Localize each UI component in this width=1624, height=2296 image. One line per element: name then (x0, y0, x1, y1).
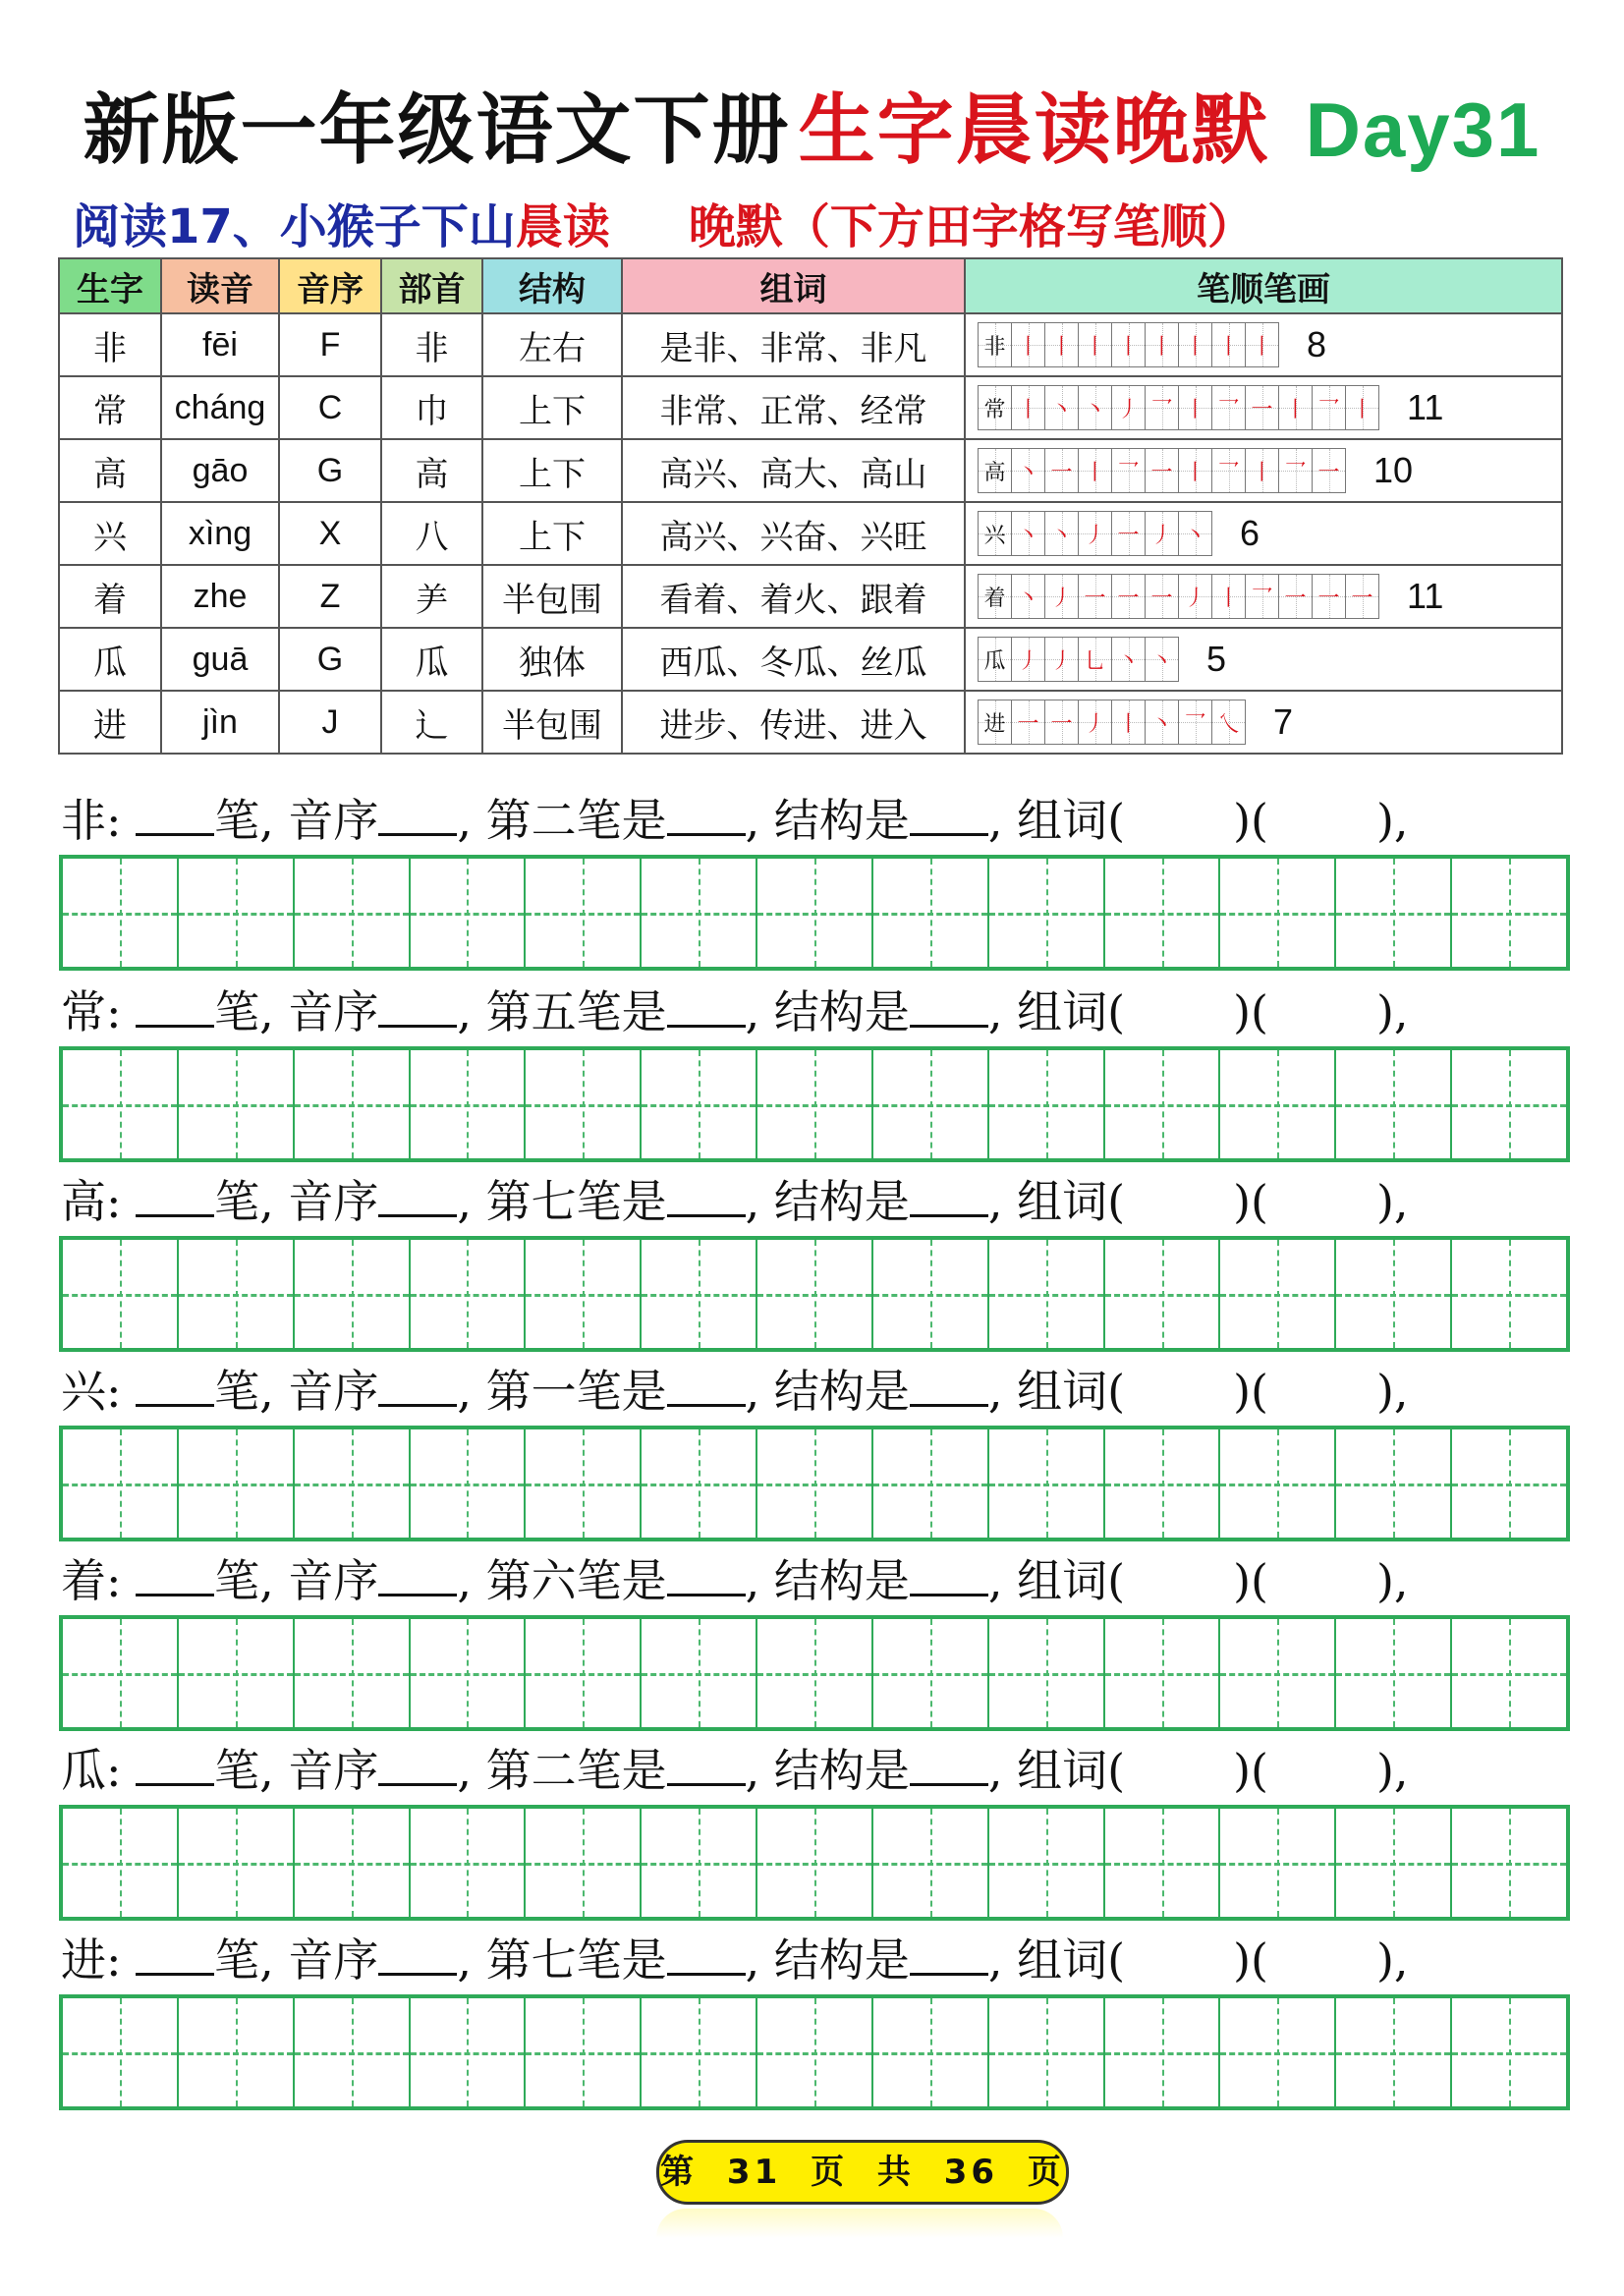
tianzige-cell[interactable] (1105, 1998, 1221, 2106)
stroke-cell-full-char: 进 (978, 700, 1011, 745)
tianzige-cell[interactable] (873, 1429, 989, 1538)
stroke-count: 11 (1407, 387, 1444, 427)
prompt-char: 非 (61, 794, 106, 847)
header-initial: 音序 (279, 258, 381, 313)
dictation-section (61, 786, 1624, 971)
cell-initial: G (279, 439, 381, 502)
cell-pinyin: zhe (161, 565, 279, 628)
table-row (59, 691, 1562, 754)
stroke-cell: 一 (1312, 448, 1346, 493)
cell-pinyin: gāo (161, 439, 279, 502)
dictation-prompt: 着: 笔, 音序 , 第六笔是 , 结构是 , 组词( )( ), (61, 1546, 1624, 1615)
tianzige-cell[interactable] (295, 1809, 411, 1917)
tianzige-cell[interactable] (1452, 1240, 1566, 1348)
tianzige-cell[interactable] (63, 1998, 179, 2106)
initial-blank[interactable] (378, 1738, 457, 1786)
stroke-cell: 丶 (1078, 385, 1111, 430)
page-number-badge: 第 31 页 共 36 页 (656, 2140, 1069, 2205)
stroke-cell: 乛 (1211, 385, 1245, 430)
stroke-cell: 丿 (1145, 511, 1178, 556)
stroke-count: 5 (1206, 639, 1227, 679)
stroke-cell: 一 (1044, 448, 1078, 493)
tianzige-grid (59, 1426, 1570, 1541)
initial-blank[interactable] (378, 1359, 457, 1407)
tianzige-cell[interactable] (1220, 1050, 1336, 1158)
tianzige-cell[interactable] (1220, 1240, 1336, 1348)
tianzige-cell[interactable] (1336, 859, 1452, 967)
initial-blank[interactable] (378, 980, 457, 1028)
tianzige-cell[interactable] (1452, 859, 1566, 967)
cell-words: 非常、正常、经常 (622, 376, 965, 439)
stroke-cell: 丶 (1145, 700, 1178, 745)
cell-words: 看着、着火、跟着 (622, 565, 965, 628)
tianzige-cell[interactable] (642, 1050, 757, 1158)
tianzige-cell[interactable] (1336, 1240, 1452, 1348)
structure-blank[interactable] (910, 1928, 988, 1976)
stroke-cell: 乛 (1211, 448, 1245, 493)
stroke-cell: 丨 (1345, 385, 1379, 430)
cell-initial: G (279, 628, 381, 691)
stroke-cell: 一 (1078, 574, 1111, 619)
cell-radical: 巾 (381, 376, 482, 439)
title-black: 新版一年级语文下册 (83, 86, 791, 175)
stroke-cell: 丨 (1178, 385, 1211, 430)
initial-blank[interactable] (378, 1928, 457, 1976)
tianzige-cell[interactable] (1336, 1429, 1452, 1538)
structure-blank[interactable] (910, 1359, 988, 1407)
stroke-cell: 乛 (1245, 574, 1278, 619)
character-table (58, 257, 1563, 755)
title-red: 生字晨读晚默 (798, 86, 1270, 175)
header-char: 生字 (59, 258, 161, 313)
stroke-cell: 丿 (1044, 637, 1078, 682)
dictation-prompt: 常: 笔, 音序 , 第五笔是 , 结构是 , 组词( )( ), (61, 978, 1624, 1046)
tianzige-cell[interactable] (295, 1429, 411, 1538)
stroke-count: 6 (1240, 513, 1260, 553)
cell-initial: J (279, 691, 381, 754)
dictation-section (61, 978, 1624, 1162)
tianzige-cell[interactable] (642, 1240, 757, 1348)
stroke-cell: 乛 (1178, 700, 1211, 745)
tianzige-cell[interactable] (1452, 1050, 1566, 1158)
tianzige-grid (59, 1236, 1570, 1352)
table-header-row (59, 258, 1562, 313)
stroke-cell: 一 (1111, 511, 1145, 556)
tianzige-cell[interactable] (989, 1240, 1105, 1348)
stroke-count-blank[interactable] (136, 980, 214, 1028)
stroke-count-blank[interactable] (136, 1548, 214, 1596)
stroke-cell: 丶 (1011, 574, 1044, 619)
stroke-count: 8 (1307, 324, 1327, 364)
tianzige-cell[interactable] (179, 1050, 295, 1158)
tianzige-cell[interactable] (526, 1998, 642, 2106)
tianzige-grid (59, 1994, 1570, 2110)
cell-char: 高 (59, 439, 161, 502)
stroke-cell: 一 (1345, 574, 1379, 619)
evening-dictation-label: 晚默（下方田字格写笔顺） (688, 199, 1255, 254)
tianzige-cell[interactable] (526, 1050, 642, 1158)
structure-blank[interactable] (910, 980, 988, 1028)
stroke-cell: 丶 (1044, 385, 1078, 430)
stroke-cell: 一 (1278, 574, 1312, 619)
cell-pinyin: fēi (161, 313, 279, 376)
nth-stroke-blank[interactable] (667, 980, 746, 1028)
cell-char: 瓜 (59, 628, 161, 691)
stroke-cell: 一 (1312, 574, 1345, 619)
stroke-cell: 丨 (1145, 322, 1178, 367)
cell-structure: 上下 (482, 502, 622, 565)
tianzige-cell[interactable] (1336, 1619, 1452, 1727)
cell-structure: 上下 (482, 376, 622, 439)
tianzige-cell[interactable] (1220, 1619, 1336, 1727)
cell-radical: 八 (381, 502, 482, 565)
stroke-cell: 一 (1245, 385, 1278, 430)
nth-stroke-blank[interactable] (667, 1169, 746, 1217)
tianzige-cell[interactable] (1220, 1429, 1336, 1538)
cell-stroke-order (965, 565, 1562, 628)
cell-pinyin: xìng (161, 502, 279, 565)
cell-char: 非 (59, 313, 161, 376)
header-words: 组词 (622, 258, 965, 313)
stroke-cell: 丶 (1044, 511, 1078, 556)
structure-blank[interactable] (910, 1548, 988, 1596)
tianzige-cell[interactable] (642, 1619, 757, 1727)
stroke-count: 10 (1373, 450, 1414, 490)
table-row (59, 376, 1562, 439)
stroke-cell: 丨 (1211, 322, 1245, 367)
stroke-cell: 丨 (1178, 322, 1211, 367)
tianzige-cell[interactable] (526, 1240, 642, 1348)
dictation-section (61, 1926, 1624, 2110)
tianzige-cell[interactable] (63, 1050, 179, 1158)
nth-stroke-blank[interactable] (667, 1548, 746, 1596)
tianzige-cell[interactable] (757, 1809, 873, 1917)
tianzige-cell[interactable] (1220, 1998, 1336, 2106)
tianzige-cell[interactable] (526, 859, 642, 967)
cell-words: 西瓜、冬瓜、丝瓜 (622, 628, 965, 691)
table-row (59, 313, 1562, 376)
stroke-cell: 丿 (1178, 574, 1211, 619)
page-title (0, 69, 1624, 179)
tianzige-cell[interactable] (411, 1050, 527, 1158)
morning-read-label: 晨读 (515, 199, 610, 254)
tianzige-cell[interactable] (1105, 1809, 1221, 1917)
nth-stroke-blank[interactable] (667, 1359, 746, 1407)
stroke-cell: 丨 (1011, 385, 1044, 430)
tianzige-cell[interactable] (989, 1050, 1105, 1158)
tianzige-cell[interactable] (873, 1240, 989, 1348)
cell-initial: C (279, 376, 381, 439)
tianzige-cell[interactable] (642, 1809, 757, 1917)
stroke-cell: 丨 (1111, 322, 1145, 367)
cell-stroke-order (965, 628, 1562, 691)
cell-words: 高兴、兴奋、兴旺 (622, 502, 965, 565)
tianzige-cell[interactable] (989, 1429, 1105, 1538)
prompt-char: 瓜 (61, 1744, 106, 1797)
stroke-cell: 丨 (1245, 322, 1279, 367)
header-structure: 结构 (482, 258, 622, 313)
cell-words: 进步、传进、进入 (622, 691, 965, 754)
cell-pinyin: cháng (161, 376, 279, 439)
cell-stroke-order (965, 502, 1562, 565)
stroke-cell-full-char: 非 (978, 322, 1011, 367)
stroke-cell: 一 (1145, 448, 1178, 493)
title-day: Day31 (1305, 86, 1541, 173)
cell-pinyin: guā (161, 628, 279, 691)
tianzige-cell[interactable] (63, 859, 179, 967)
stroke-cell: 丿 (1078, 700, 1111, 745)
structure-blank[interactable] (910, 1169, 988, 1217)
tianzige-cell[interactable] (757, 1429, 873, 1538)
tianzige-grid (59, 855, 1570, 971)
stroke-count-blank[interactable] (136, 788, 214, 836)
tianzige-cell[interactable] (295, 859, 411, 967)
header-pinyin: 读音 (161, 258, 279, 313)
prompt-char: 高 (61, 1175, 106, 1228)
tianzige-cell[interactable] (179, 1429, 295, 1538)
cell-stroke-order (965, 691, 1562, 754)
prompt-char: 兴 (61, 1365, 106, 1418)
cell-pinyin: jìn (161, 691, 279, 754)
tianzige-cell[interactable] (295, 1998, 411, 2106)
stroke-cell: 一 (1111, 574, 1145, 619)
cell-stroke-order (965, 439, 1562, 502)
lesson-subtitle (73, 189, 1255, 256)
cell-structure: 左右 (482, 313, 622, 376)
tianzige-cell[interactable] (179, 1998, 295, 2106)
dictation-prompt: 高: 笔, 音序 , 第七笔是 , 结构是 , 组词( )( ), (61, 1167, 1624, 1236)
tianzige-cell[interactable] (295, 1240, 411, 1348)
stroke-count: 11 (1407, 576, 1444, 616)
cell-radical: 辶 (381, 691, 482, 754)
stroke-cell-full-char: 着 (978, 574, 1011, 619)
tianzige-cell[interactable] (642, 1429, 757, 1538)
tianzige-cell[interactable] (873, 1998, 989, 2106)
tianzige-grid (59, 1615, 1570, 1731)
cell-words: 高兴、高大、高山 (622, 439, 965, 502)
tianzige-cell[interactable] (757, 1619, 873, 1727)
tianzige-cell[interactable] (63, 1809, 179, 1917)
tianzige-cell[interactable] (1220, 859, 1336, 967)
structure-blank[interactable] (910, 788, 988, 836)
stroke-cell: 乛 (1145, 385, 1178, 430)
tianzige-cell[interactable] (295, 1619, 411, 1727)
tianzige-cell[interactable] (873, 1809, 989, 1917)
stroke-cell: 乀 (1211, 700, 1246, 745)
stroke-cell: 丶 (1011, 511, 1044, 556)
tianzige-cell[interactable] (1336, 1998, 1452, 2106)
cell-initial: F (279, 313, 381, 376)
tianzige-cell[interactable] (179, 1619, 295, 1727)
tianzige-cell[interactable] (411, 1619, 527, 1727)
stroke-cell: 丨 (1245, 448, 1278, 493)
stroke-cell: 乛 (1278, 448, 1312, 493)
cell-words: 是非、非常、非凡 (622, 313, 965, 376)
tianzige-cell[interactable] (1452, 1998, 1566, 2106)
dictation-section (61, 1736, 1624, 1921)
stroke-cell: 丶 (1178, 511, 1212, 556)
tianzige-cell[interactable] (411, 1809, 527, 1917)
stroke-cell-full-char: 瓜 (978, 637, 1011, 682)
dictation-prompt: 非: 笔, 音序 , 第二笔是 , 结构是 , 组词( )( ), (61, 786, 1624, 855)
nth-stroke-blank[interactable] (667, 788, 746, 836)
stroke-cell: 丿 (1111, 385, 1145, 430)
dictation-section (61, 1546, 1624, 1731)
lesson-name: 阅读17、小猴子下山 (73, 199, 516, 254)
initial-blank[interactable] (378, 788, 457, 836)
dictation-prompt: 兴: 笔, 音序 , 第一笔是 , 结构是 , 组词( )( ), (61, 1357, 1624, 1426)
stroke-cell: 丨 (1011, 322, 1044, 367)
cell-stroke-order (965, 313, 1562, 376)
tianzige-cell[interactable] (1220, 1809, 1336, 1917)
stroke-cell: 丨 (1078, 322, 1111, 367)
stroke-cell: 丶 (1111, 637, 1145, 682)
stroke-cell: 丶 (1145, 637, 1179, 682)
cell-radical: 非 (381, 313, 482, 376)
stroke-count: 7 (1273, 701, 1294, 742)
tianzige-cell[interactable] (179, 859, 295, 967)
dictation-prompt: 进: 笔, 音序 , 第七笔是 , 结构是 , 组词( )( ), (61, 1926, 1624, 1994)
prompt-char: 进 (61, 1933, 106, 1987)
tianzige-cell[interactable] (989, 1809, 1105, 1917)
stroke-cell: 一 (1011, 700, 1044, 745)
tianzige-cell[interactable] (757, 1240, 873, 1348)
stroke-count-blank[interactable] (136, 1928, 214, 1976)
page-badge-reflection (656, 2209, 1063, 2238)
header-strokes: 笔顺笔画 (965, 258, 1562, 313)
dictation-section (61, 1167, 1624, 1352)
stroke-cell: 丨 (1278, 385, 1312, 430)
tianzige-cell[interactable] (526, 1619, 642, 1727)
tianzige-cell[interactable] (63, 1619, 179, 1727)
cell-stroke-order (965, 376, 1562, 439)
stroke-cell: 丨 (1211, 574, 1245, 619)
stroke-cell: 丶 (1011, 448, 1044, 493)
tianzige-cell[interactable] (873, 859, 989, 967)
tianzige-cell[interactable] (1452, 1429, 1566, 1538)
tianzige-cell[interactable] (526, 1429, 642, 1538)
cell-char: 着 (59, 565, 161, 628)
cell-char: 常 (59, 376, 161, 439)
tianzige-cell[interactable] (1452, 1809, 1566, 1917)
stroke-cell: 丨 (1178, 448, 1211, 493)
tianzige-cell[interactable] (642, 859, 757, 967)
stroke-cell: 丿 (1044, 574, 1078, 619)
tianzige-cell[interactable] (295, 1050, 411, 1158)
tianzige-cell[interactable] (411, 859, 527, 967)
tianzige-cell[interactable] (757, 1050, 873, 1158)
tianzige-cell[interactable] (526, 1809, 642, 1917)
table-row (59, 439, 1562, 502)
tianzige-cell[interactable] (1336, 1050, 1452, 1158)
tianzige-cell[interactable] (1105, 1240, 1221, 1348)
structure-blank[interactable] (910, 1738, 988, 1786)
initial-blank[interactable] (378, 1548, 457, 1596)
nth-stroke-blank[interactable] (667, 1738, 746, 1786)
tianzige-cell[interactable] (63, 1429, 179, 1538)
prompt-char: 着 (61, 1554, 106, 1607)
stroke-cell-full-char: 高 (978, 448, 1011, 493)
tianzige-cell[interactable] (1105, 1619, 1221, 1727)
cell-initial: Z (279, 565, 381, 628)
cell-structure: 上下 (482, 439, 622, 502)
nth-stroke-blank[interactable] (667, 1928, 746, 1976)
stroke-cell: 一 (1044, 700, 1078, 745)
stroke-cell: 丨 (1111, 700, 1145, 745)
cell-structure: 半包围 (482, 565, 622, 628)
stroke-cell: 丨 (1078, 448, 1111, 493)
cell-char: 兴 (59, 502, 161, 565)
tianzige-cell[interactable] (989, 859, 1105, 967)
table-row (59, 502, 1562, 565)
tianzige-cell[interactable] (1336, 1809, 1452, 1917)
prompt-char: 常 (61, 985, 106, 1038)
tianzige-cell[interactable] (1105, 859, 1221, 967)
tianzige-cell[interactable] (989, 1998, 1105, 2106)
tianzige-cell[interactable] (757, 1998, 873, 2106)
stroke-cell: 乚 (1078, 637, 1111, 682)
tianzige-cell[interactable] (1105, 1050, 1221, 1158)
cell-radical: 高 (381, 439, 482, 502)
table-row (59, 565, 1562, 628)
cell-radical: ⺶ (381, 565, 482, 628)
tianzige-cell[interactable] (873, 1619, 989, 1727)
tianzige-cell[interactable] (642, 1998, 757, 2106)
tianzige-cell[interactable] (1105, 1429, 1221, 1538)
cell-radical: 瓜 (381, 628, 482, 691)
stroke-count-blank[interactable] (136, 1738, 214, 1786)
dictation-prompt: 瓜: 笔, 音序 , 第二笔是 , 结构是 , 组词( )( ), (61, 1736, 1624, 1805)
tianzige-cell[interactable] (873, 1050, 989, 1158)
tianzige-cell[interactable] (1452, 1619, 1566, 1727)
cell-initial: X (279, 502, 381, 565)
stroke-cell: 乛 (1312, 385, 1345, 430)
tianzige-cell[interactable] (989, 1619, 1105, 1727)
stroke-cell: 丿 (1011, 637, 1044, 682)
tianzige-cell[interactable] (411, 1998, 527, 2106)
header-radical: 部首 (381, 258, 482, 313)
cell-structure: 半包围 (482, 691, 622, 754)
tianzige-cell[interactable] (63, 1240, 179, 1348)
tianzige-grid (59, 1046, 1570, 1162)
dictation-section (61, 1357, 1624, 1541)
initial-blank[interactable] (378, 1169, 457, 1217)
stroke-cell: 丨 (1044, 322, 1078, 367)
stroke-cell: 丿 (1078, 511, 1111, 556)
cell-structure: 独体 (482, 628, 622, 691)
cell-char: 进 (59, 691, 161, 754)
stroke-count-blank[interactable] (136, 1359, 214, 1407)
stroke-cell: 一 (1145, 574, 1178, 619)
stroke-cell-full-char: 常 (978, 385, 1011, 430)
tianzige-cell[interactable] (179, 1240, 295, 1348)
tianzige-grid (59, 1805, 1570, 1921)
tianzige-cell[interactable] (411, 1429, 527, 1538)
stroke-cell: 乛 (1111, 448, 1145, 493)
stroke-count-blank[interactable] (136, 1169, 214, 1217)
tianzige-cell[interactable] (757, 859, 873, 967)
tianzige-cell[interactable] (179, 1809, 295, 1917)
stroke-cell-full-char: 兴 (978, 511, 1011, 556)
table-row (59, 628, 1562, 691)
tianzige-cell[interactable] (411, 1240, 527, 1348)
